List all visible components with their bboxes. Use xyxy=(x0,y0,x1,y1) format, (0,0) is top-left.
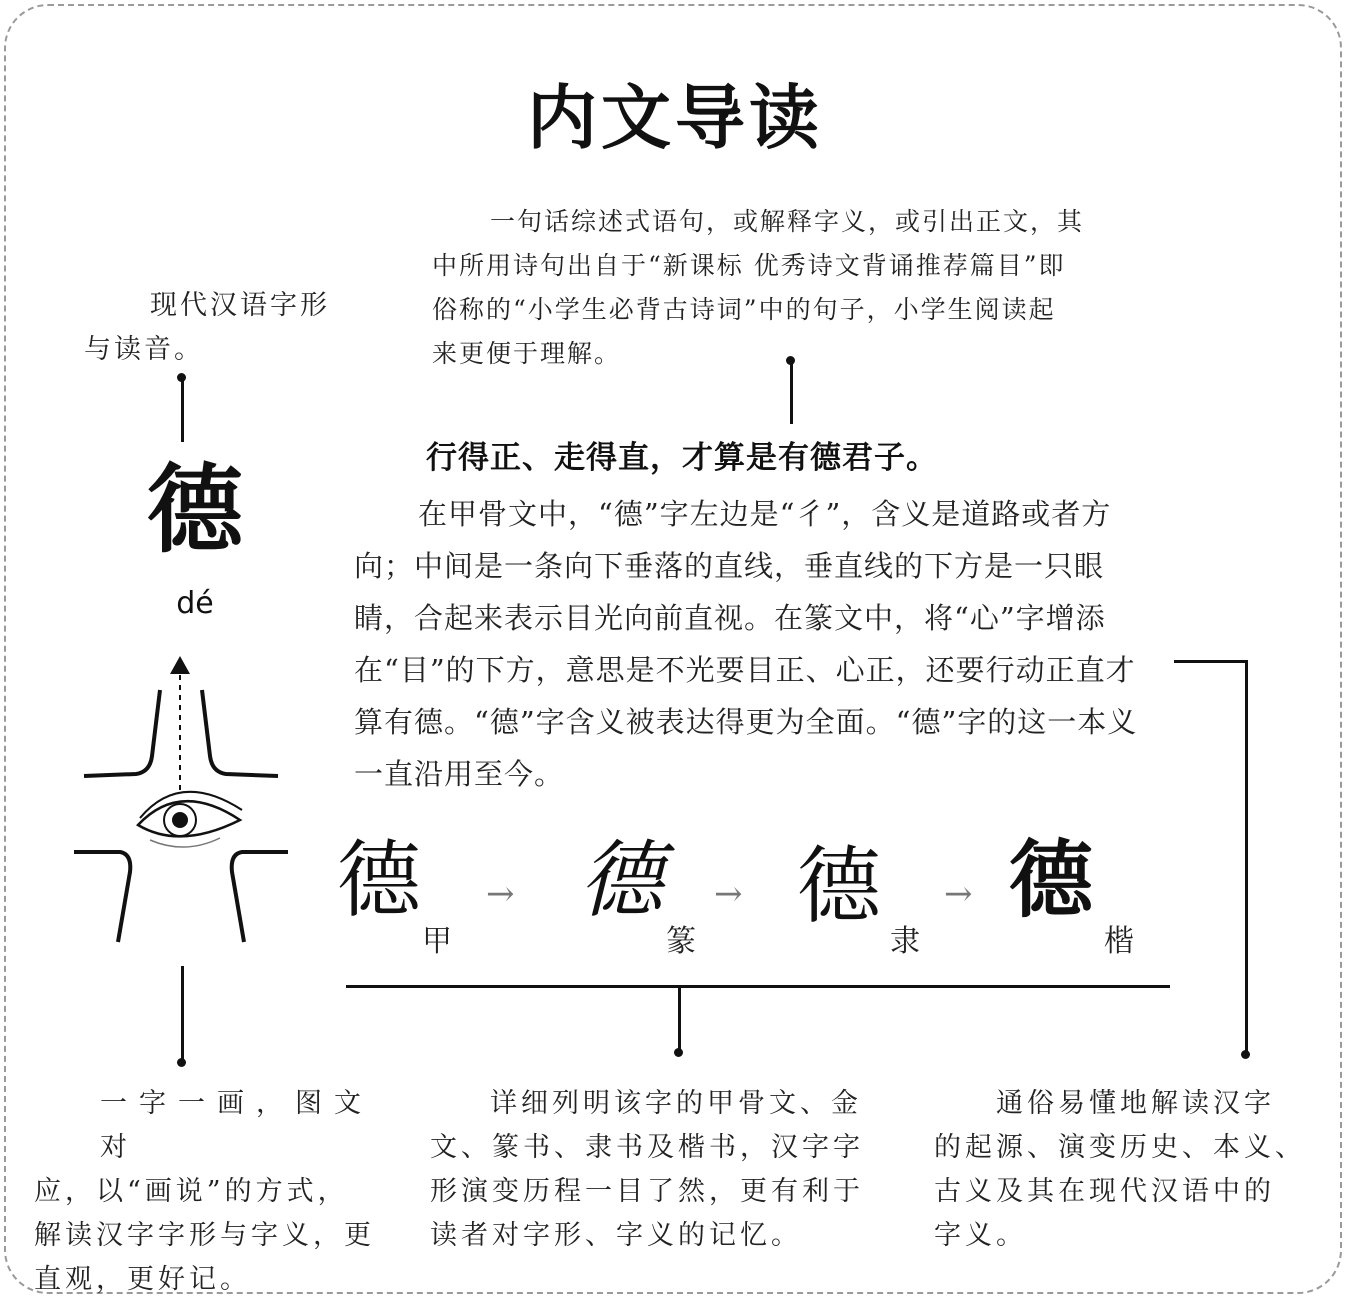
arrow-icon: → xyxy=(486,874,515,914)
evolution-label-clerical: 隶 xyxy=(890,924,920,959)
evolution-label-oracle: 甲 xyxy=(422,924,452,959)
note-explanation: 通俗易懂地解读汉字 的起源、演变历史、本义、 古义及其在现代汉语中的 字义。 xyxy=(934,1088,1306,1251)
note-modern-form: 现代汉语字形 与读音。 xyxy=(84,290,330,365)
note-illustration: 一字一画，图文对 应，以“画说”的方式， 解读汉字字形与字义，更 直观，更好记。 xyxy=(34,1088,375,1295)
connector-line xyxy=(1174,660,1248,663)
evolution-glyph-regular: 德 xyxy=(1008,830,1093,929)
connector-dot xyxy=(786,356,795,365)
evolution-glyph-seal: 德 xyxy=(578,831,663,929)
evolution-label-regular: 楷 xyxy=(1104,924,1134,959)
evolution-label-seal: 篆 xyxy=(666,924,696,959)
headword-pinyin: dé xyxy=(176,586,214,621)
body-text: 在甲骨文中，“德”字左边是“彳”，含义是道路或者方向；中间是一条向下垂落的直线，垂直线的下方是一只眼睛，合起来表示目光向前直视。在篆文中，将“心”字增添在“目”的下方，意思是不光要目正、心正，还要行动正直才算有德。“德”字含义被表达得更为全面。“德”字的这一本义一直沿用至今。 xyxy=(354,497,1138,791)
connector-dot xyxy=(177,1058,186,1067)
connector-line xyxy=(181,378,184,442)
note-evolution: 详细列明该字的甲骨文、金 文、篆书、隶书及楷书，汉字字 形演变历程一目了然，更有利于 读者对字形、字义的记忆。 xyxy=(430,1088,864,1251)
road-crossing-eye-icon xyxy=(70,650,300,950)
arrow-icon: → xyxy=(944,874,973,914)
page-title: 内文导读 xyxy=(527,76,823,159)
connector-dot xyxy=(674,1048,683,1057)
headword-character: 德 xyxy=(147,453,243,566)
connector-line xyxy=(1245,660,1248,1054)
evolution-glyph-clerical: 德 xyxy=(796,837,881,935)
note-lead-sentence: 一句话综述式语句，或解释字义，或引出正文，其 中所用诗句出自于“新课标 优秀诗文背诵推荐篇目”即 俗称的“小学生必背古诗词”中的句子，小学生阅读起 来更便于理解。 xyxy=(432,207,1085,368)
connector-line xyxy=(346,985,1170,988)
evolution-glyph-oracle: 德 xyxy=(336,831,421,929)
connector-dot xyxy=(177,373,186,382)
connector-line xyxy=(181,966,184,1062)
connector-line xyxy=(790,360,793,424)
arrow-icon: → xyxy=(714,874,743,914)
lead-sentence: 行得正、走得直，才算是有德君子。 xyxy=(426,440,938,476)
connector-line xyxy=(678,985,681,1051)
connector-dot xyxy=(1241,1050,1250,1059)
